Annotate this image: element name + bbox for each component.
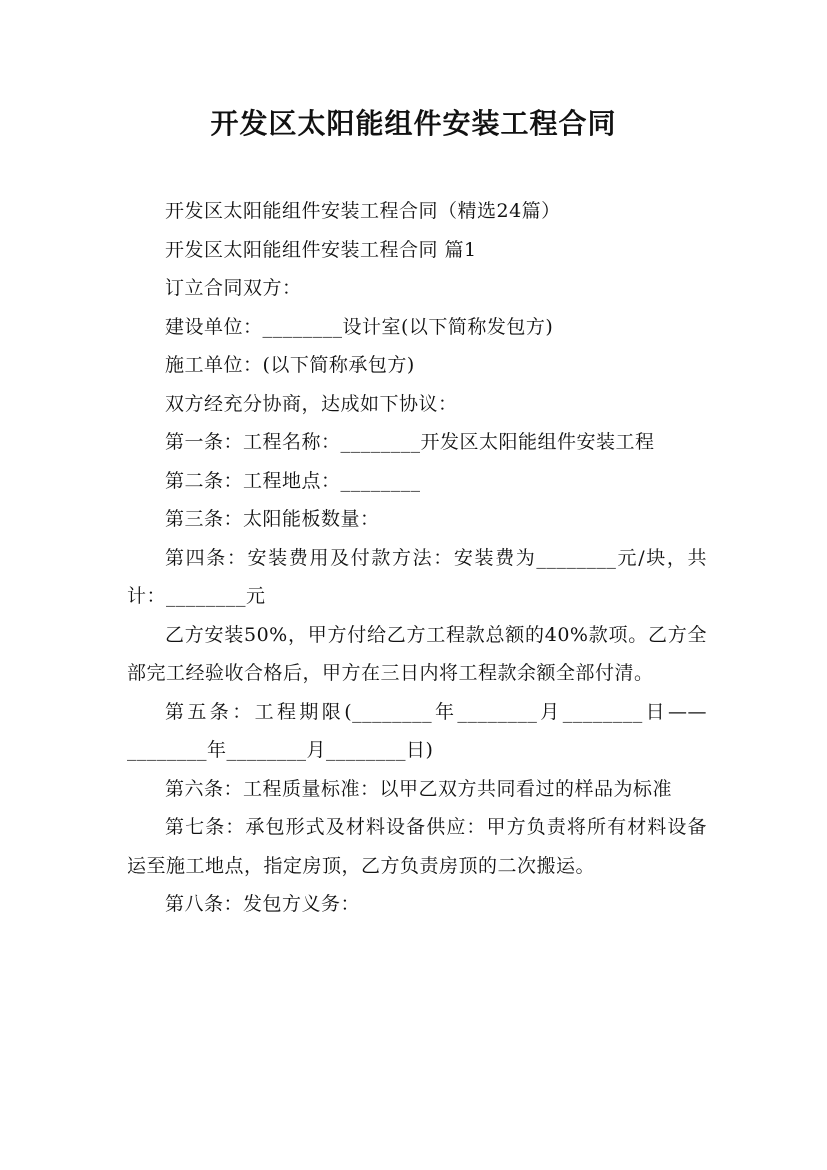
paragraph-article-2: 第二条：工程地点：________ — [165, 469, 421, 492]
paragraph-employer: 建设单位：________设计室(以下简称发包方) — [165, 315, 554, 338]
document-title: 开发区太阳能组件安装工程合同 — [210, 107, 617, 140]
paragraph-section-heading: 开发区太阳能组件安装工程合同 篇1 — [165, 238, 477, 261]
paragraph-article-4: 第四条：安装费用及付款方法：安装费为________元/块，共计：________元 — [127, 546, 707, 607]
paragraph-article-1: 第一条：工程名称：________开发区太阳能组件安装工程 — [165, 431, 655, 453]
paragraph-article-5: 第五条：工程期限(________年________月________日——________年________月________日) — [127, 700, 707, 761]
paragraph-article-3: 第三条：太阳能板数量： — [165, 508, 380, 530]
paragraph-article-8: 第八条：发包方义务： — [165, 893, 361, 915]
document-body — [127, 192, 707, 924]
paragraph-article-6: 第六条：工程质量标准：以甲乙双方共同看过的样品为标准 — [165, 777, 673, 800]
paragraph-payment: 乙方安装50%，甲方付给乙方工程款总额的40%款项。乙方全部完工经验收合格后，甲方在三日内将工程款余额全部付清。 — [127, 623, 707, 684]
paragraph-agreement: 双方经充分协商，达成如下协议： — [165, 392, 458, 415]
paragraph-article-7: 第七条：承包形式及材料设备供应：甲方负责将所有材料设备运至施工地点，指定房顶，乙方负责房顶的二次搬运。 — [127, 816, 707, 877]
paragraph-parties: 订立合同双方： — [165, 277, 302, 299]
paragraph-contractor: 施工单位：(以下简称承包方) — [165, 354, 415, 376]
paragraph-subtitle: 开发区太阳能组件安装工程合同（精选24篇） — [165, 200, 561, 222]
